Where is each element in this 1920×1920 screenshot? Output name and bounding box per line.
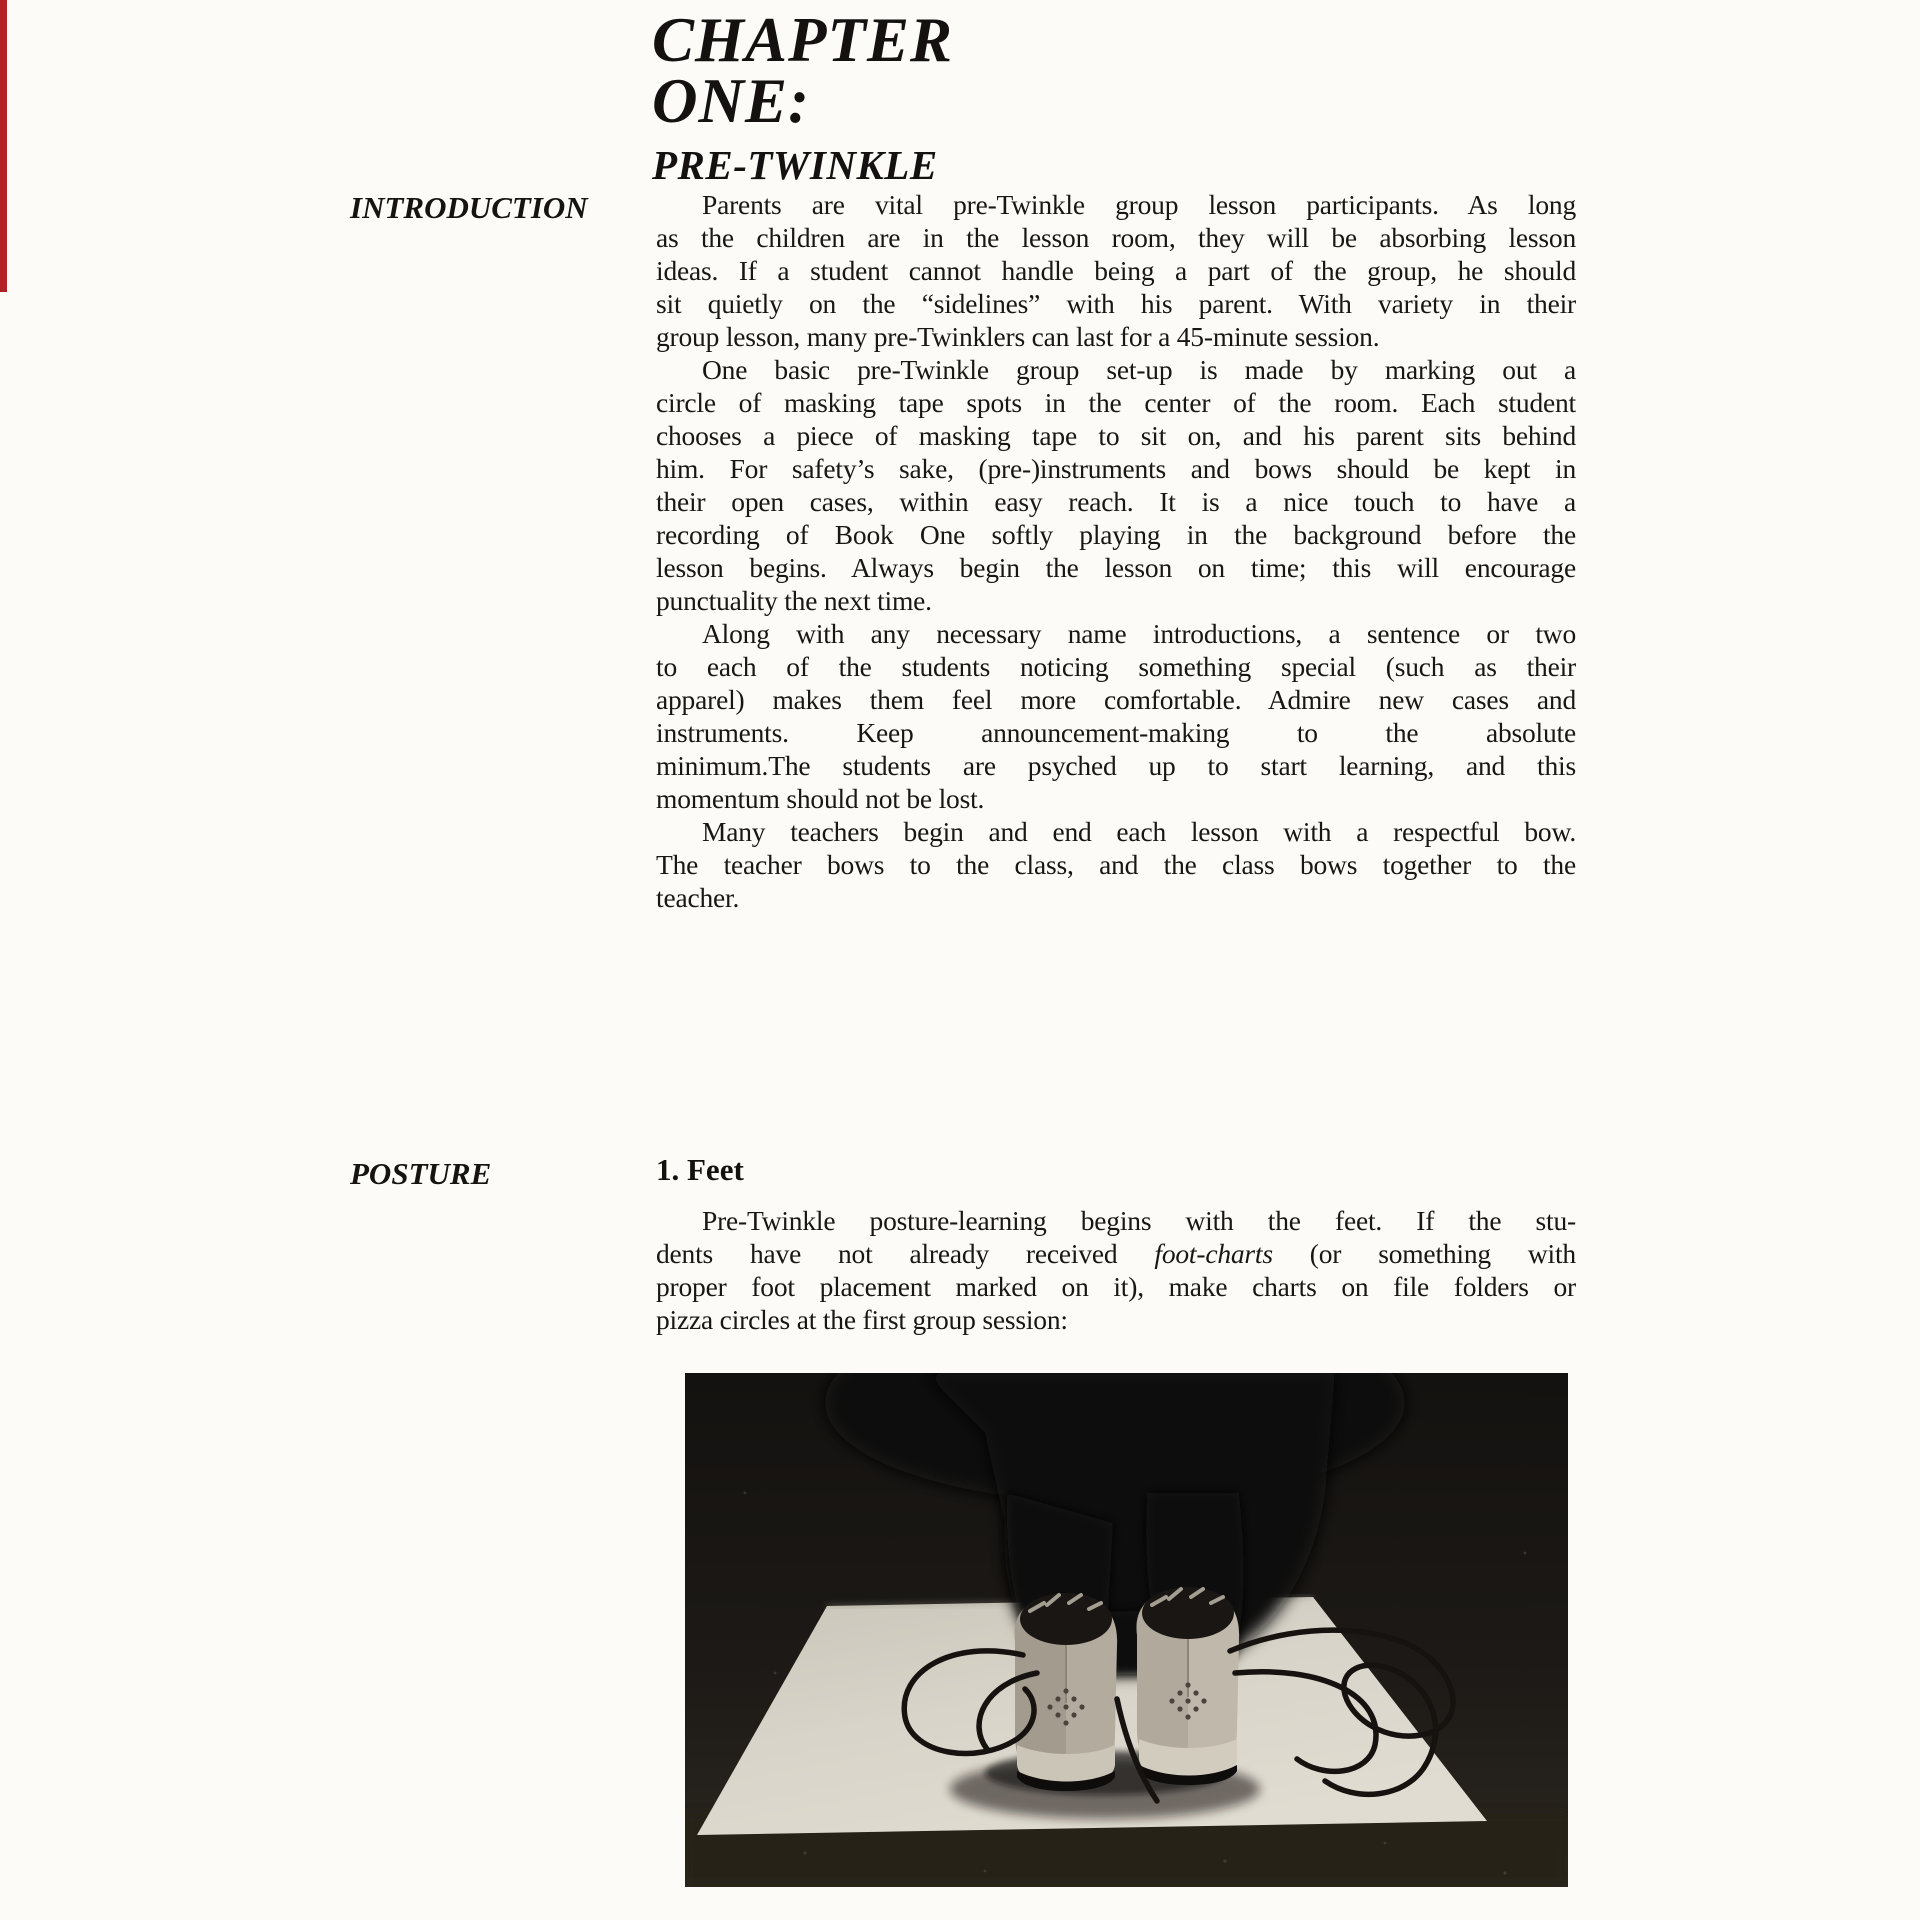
text-line: proper foot placement marked on it), make charts on file folders or	[656, 1271, 1576, 1302]
text-line: pizza circles at the first group session:	[656, 1304, 1068, 1335]
text-line: apparel) makes them feel more comfortable. Admire new cases and	[656, 684, 1576, 715]
section-label-posture: POSTURE	[350, 1156, 492, 1191]
text-line: Many teachers begin and end each lesson with a respectful bow.	[702, 816, 1576, 847]
text-line: dents have not already received foot-charts (or something with	[656, 1238, 1576, 1269]
text-line: instruments. Keep announcement-making to the absolute	[656, 717, 1576, 748]
text-line: to each of the students noticing something special (such as their	[656, 651, 1576, 682]
paragraph	[656, 188, 1576, 353]
section-label-introduction: INTRODUCTION	[350, 190, 588, 225]
text-line: their open cases, within easy reach. It is a nice touch to have a	[656, 486, 1576, 517]
text-line: ideas. If a student cannot handle being a part of the group, he should	[656, 255, 1576, 286]
text-line: teacher.	[656, 882, 740, 913]
text-line: Pre-Twinkle posture-learning begins with the feet. If the stu-	[702, 1205, 1576, 1236]
feet-subheading: 1. Feet	[656, 1152, 744, 1187]
text-line: chooses a piece of masking tape to sit on, and his parent sits behind	[656, 420, 1576, 451]
red-spine-mark	[0, 0, 7, 292]
paragraph	[656, 353, 1576, 617]
text-line: minimum.The students are psyched up to start learning, and this	[656, 750, 1576, 781]
chapter-title-line2: ONE:	[652, 66, 810, 136]
text-line: lesson begins. Always begin the lesson on time; this will encourage	[656, 552, 1576, 583]
paragraph	[656, 1204, 1576, 1336]
text-line: momentum should not be lost.	[656, 783, 985, 814]
text-line: sit quietly on the “sidelines” with his parent. With variety in their	[656, 288, 1576, 319]
text-line: him. For safety’s sake, (pre-)instruments and bows should be kept in	[656, 453, 1576, 484]
text-line: Parents are vital pre-Twinkle group lesson participants. As long	[702, 189, 1576, 220]
chapter-title-line1: CHAPTER	[652, 5, 954, 75]
right-shoe	[1136, 1587, 1239, 1785]
text-line: punctuality the next time.	[656, 585, 932, 616]
text-line: circle of masking tape spots in the center of the room. Each student	[656, 387, 1576, 418]
posture-text-column	[656, 1204, 1576, 1336]
text-line: One basic pre-Twinkle group set-up is made by marking out a	[702, 354, 1576, 385]
foot-chart-photo	[685, 1373, 1568, 1887]
text-line: Along with any necessary name introductions, a sentence or two	[702, 618, 1576, 649]
chapter-heading	[652, 5, 954, 188]
introduction-text-column	[656, 188, 1576, 914]
text-line: recording of Book One softly playing in the background before the	[656, 519, 1576, 550]
text-line: as the children are in the lesson room, they will be absorbing lesson	[656, 222, 1576, 253]
text-line: group lesson, many pre-Twinklers can last for a 45-minute session.	[656, 321, 1380, 352]
paragraph	[656, 617, 1576, 815]
chapter-subtitle: PRE-TWINKLE	[652, 142, 938, 188]
paragraph	[656, 815, 1576, 914]
text-line: The teacher bows to the class, and the class bows together to the	[656, 849, 1576, 880]
foot-chart-photo-graphic	[685, 1373, 1568, 1887]
